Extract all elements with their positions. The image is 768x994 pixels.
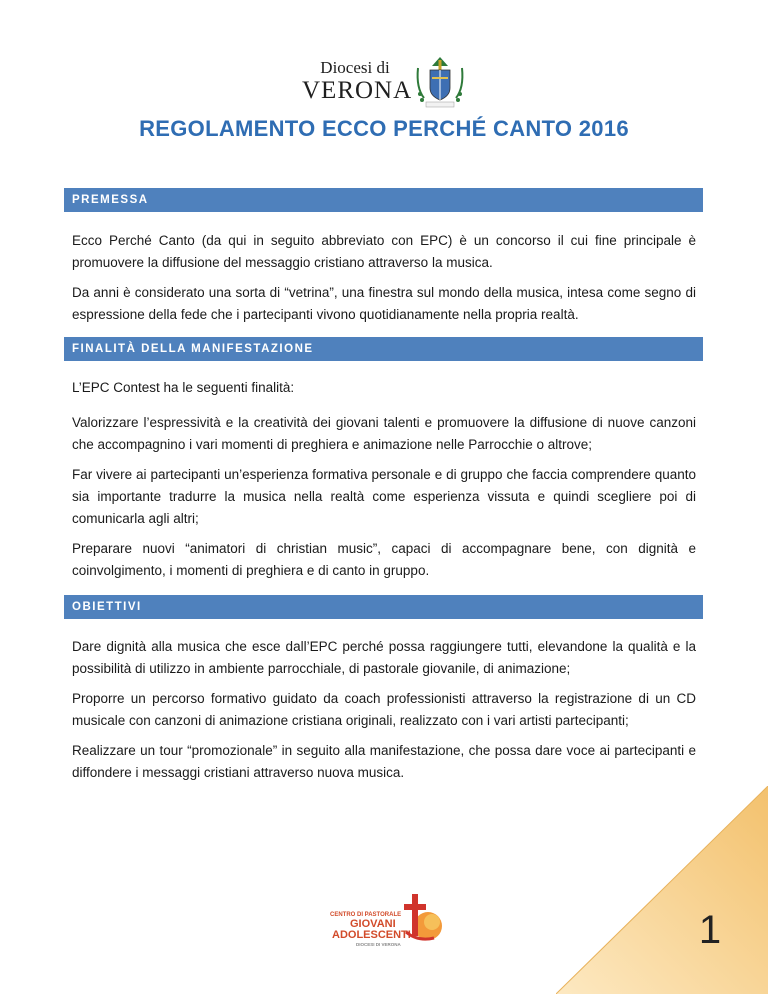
obiettivi-paragraph-3: Realizzare un tour “promozionale” in seguito alla manifestazione, che possa dare voce ai partecipanti e diffondere i messaggi cristiani attraverso nuova musica. xyxy=(72,743,696,780)
section-heading-finalita: FINALITÀ DELLA MANIFESTAZIONE xyxy=(64,337,703,361)
footer-logo-line3: ADOLESCENTI xyxy=(332,929,411,941)
premessa-paragraph-2: Da anni è considerato una sorta di “vetrina”, una finestra sul mondo della musica, intesa come segno di espressione della fede che i partecipanti vivono quotidianamente nella propria realtà. xyxy=(72,285,696,322)
page-curl-decoration xyxy=(556,786,768,994)
diocese-logo xyxy=(302,54,472,110)
cross-logo-icon xyxy=(398,892,444,948)
footer-logo-line1: CENTRO DI PASTORALE xyxy=(330,912,402,918)
section-heading-premessa: PREMESSA xyxy=(64,188,703,212)
diocese-line2: VERONA xyxy=(302,77,413,104)
footer-logo-line2: GIOVANI xyxy=(350,918,396,930)
obiettivi-paragraph-2: Proporre un percorso formativo guidato da coach professionisti attraverso la registrazione di un CD musicale con canzoni di animazione cristiana originali, realizzato con i vari artisti partecipanti; xyxy=(72,691,696,728)
bishop-crest-icon xyxy=(412,54,468,108)
document-title: REGOLAMENTO ECCO PERCHÉ CANTO 2016 xyxy=(139,116,629,141)
premessa-paragraph-1: Ecco Perché Canto (da qui in seguito abbreviato con EPC) è un concorso il cui fine principale è promuovere la diffusione del messaggio cristiano attraverso la musica. xyxy=(72,233,696,270)
finalita-paragraph-4: Preparare nuovi “animatori di christian music”, capaci di accompagnare bene, con dignità e coinvolgimento, i momenti di preghiera e di canto in gruppo. xyxy=(72,541,696,578)
section-heading-obiettivi: OBIETTIVI xyxy=(64,595,703,619)
finalita-paragraph-2: Valorizzare l’espressività e la creatività dei giovani talenti e promuovere la diffusione di nuove canzoni che accompagnino i vari momenti di preghiera e animazione nelle Parrocchie o altrove; xyxy=(72,415,696,452)
obiettivi-paragraph-1: Dare dignità alla musica che esce dall’EPC perché possa raggiungere tutti, elevandone la qualità e la possibilità di utilizzo in ambiente parrocchiale, di pastorale giovanile, di animazione; xyxy=(72,639,696,676)
finalita-paragraph-3: Far vivere ai partecipanti un’esperienza formativa personale e di gruppo che faccia comprendere quanto sia importante tradurre la musica nella realtà come esperienza vissuta e quindi scegliere poi di comunicarla agli altri; xyxy=(72,467,696,526)
youth-ministry-logo xyxy=(326,892,446,948)
footer-logo-line4: DIOCESI DI VERONA xyxy=(356,942,401,947)
diocese-line1: Diocesi di xyxy=(320,58,390,77)
finalita-paragraph-1: L’EPC Contest ha le seguenti finalità: xyxy=(72,380,295,395)
page-number: 1 xyxy=(698,908,722,952)
